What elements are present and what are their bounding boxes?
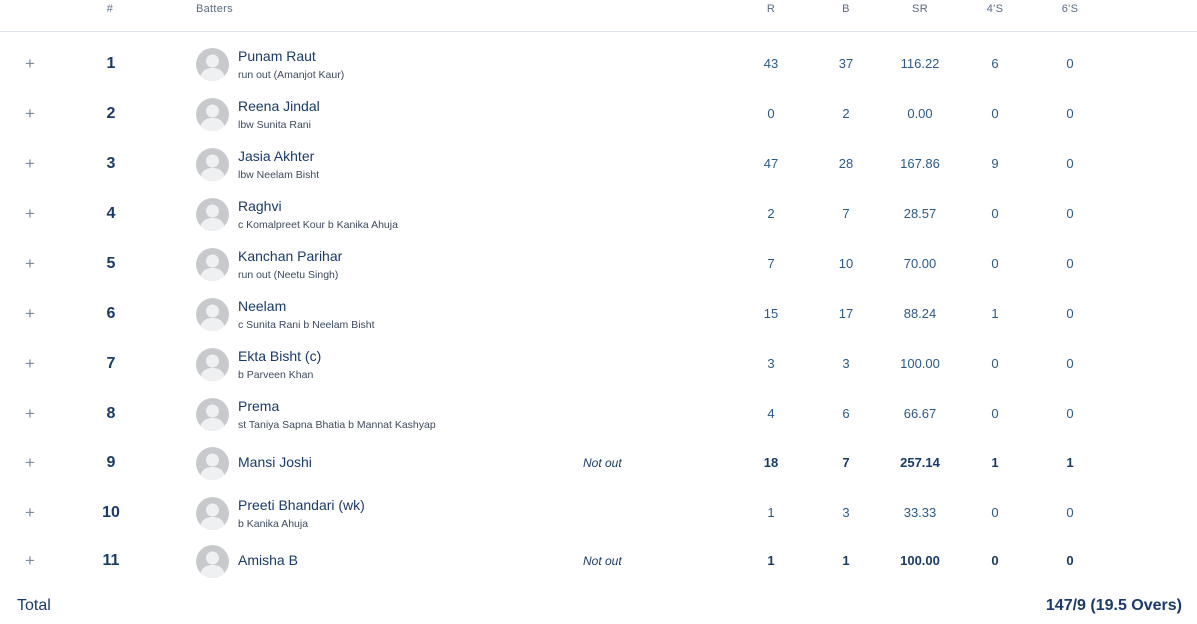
player-avatar-icon xyxy=(196,148,229,181)
batter-number: 10 xyxy=(102,504,120,521)
stat-fours: 9 xyxy=(991,156,999,171)
stat-fours: 6 xyxy=(991,56,999,71)
batter-name-link[interactable]: Ekta Bisht (c) xyxy=(238,348,322,364)
batter-name-link[interactable]: Reena Jindal xyxy=(238,98,320,114)
not-out-label: Not out xyxy=(583,456,622,470)
player-avatar-icon xyxy=(196,248,229,281)
player-avatar-icon xyxy=(196,497,229,530)
stat-strike-rate: 33.33 xyxy=(903,505,937,520)
dismissal-text: b Parveen Khan xyxy=(238,369,314,381)
header-sixes: 6'S xyxy=(1061,3,1079,15)
batter-name-link[interactable]: Preeti Bhandari (wk) xyxy=(238,497,365,513)
stat-strike-rate: 100.00 xyxy=(900,356,940,371)
header-batters: Batters xyxy=(196,3,233,15)
batter-row xyxy=(0,139,1197,189)
batter-name-link[interactable]: Amisha B xyxy=(238,552,298,568)
stat-balls: 28 xyxy=(838,156,854,171)
batter-number: 7 xyxy=(106,355,116,372)
stat-sixes: 0 xyxy=(1066,206,1074,221)
batter-number: 5 xyxy=(106,255,116,272)
total-label: Total xyxy=(17,597,51,614)
batter-row xyxy=(0,289,1197,339)
batter-row xyxy=(0,339,1197,389)
expand-row-plus-icon[interactable]: + xyxy=(25,503,35,522)
batter-number: 2 xyxy=(106,105,116,122)
stat-strike-rate: 100.00 xyxy=(900,553,940,568)
not-out-label: Not out xyxy=(583,554,622,568)
batter-name-link[interactable]: Raghvi xyxy=(238,198,282,214)
player-avatar-icon xyxy=(196,398,229,431)
stat-balls: 7 xyxy=(842,455,850,470)
batter-name-link[interactable]: Neelam xyxy=(238,298,287,314)
stat-runs: 43 xyxy=(763,56,779,71)
stat-sixes: 0 xyxy=(1066,505,1074,520)
batter-row xyxy=(0,389,1197,439)
dismissal-text: c Sunita Rani b Neelam Bisht xyxy=(238,319,375,331)
batter-row xyxy=(0,536,1197,586)
batter-number: 4 xyxy=(106,205,116,222)
expand-row-plus-icon[interactable]: + xyxy=(25,551,35,570)
expand-row-plus-icon[interactable]: + xyxy=(25,154,35,173)
batter-name-link[interactable]: Mansi Joshi xyxy=(238,454,312,470)
stat-runs: 0 xyxy=(767,106,775,121)
stat-strike-rate: 28.57 xyxy=(903,206,937,221)
expand-row-plus-icon[interactable]: + xyxy=(25,404,35,423)
stat-runs: 1 xyxy=(767,505,775,520)
total-score: 147/9 (19.5 Overs) xyxy=(1045,597,1182,614)
batter-number: 11 xyxy=(102,552,120,569)
stat-sixes: 0 xyxy=(1066,356,1074,371)
batter-number: 9 xyxy=(106,454,116,471)
stat-balls: 3 xyxy=(842,505,850,520)
dismissal-text: st Taniya Sapna Bhatia b Mannat Kashyap xyxy=(238,419,436,431)
dismissal-text: c Komalpreet Kour b Kanika Ahuja xyxy=(238,219,398,231)
stat-fours: 0 xyxy=(991,206,999,221)
stat-sixes: 0 xyxy=(1066,156,1074,171)
expand-row-plus-icon[interactable]: + xyxy=(25,304,35,323)
stat-sixes: 0 xyxy=(1066,256,1074,271)
stat-sixes: 0 xyxy=(1066,306,1074,321)
stat-strike-rate: 70.00 xyxy=(903,256,937,271)
stat-balls: 2 xyxy=(842,106,850,121)
player-avatar-icon xyxy=(196,298,229,331)
stat-balls: 6 xyxy=(842,406,850,421)
expand-row-plus-icon[interactable]: + xyxy=(25,254,35,273)
player-avatar-icon xyxy=(196,48,229,81)
stat-runs: 47 xyxy=(763,156,779,171)
batter-name-link[interactable]: Jasia Akhter xyxy=(238,148,315,164)
stat-fours: 0 xyxy=(991,553,999,568)
stat-balls: 10 xyxy=(838,256,854,271)
batter-number: 6 xyxy=(106,305,116,322)
stat-fours: 1 xyxy=(991,306,999,321)
stat-strike-rate: 257.14 xyxy=(900,455,940,470)
dismissal-text: lbw Sunita Rani xyxy=(238,119,311,131)
stat-strike-rate: 167.86 xyxy=(900,156,940,171)
stat-sixes: 0 xyxy=(1066,553,1074,568)
header-strike-rate: SR xyxy=(912,3,928,15)
stat-runs: 2 xyxy=(767,206,775,221)
scorecard-header xyxy=(0,0,1197,32)
player-avatar-icon xyxy=(196,198,229,231)
stat-fours: 1 xyxy=(991,455,999,470)
expand-row-plus-icon[interactable]: + xyxy=(25,354,35,373)
batter-row xyxy=(0,39,1197,89)
player-avatar-icon xyxy=(196,545,229,578)
expand-row-plus-icon[interactable]: + xyxy=(25,104,35,123)
stat-sixes: 0 xyxy=(1066,56,1074,71)
player-avatar-icon xyxy=(196,348,229,381)
header-number: # xyxy=(106,3,114,15)
stat-fours: 0 xyxy=(991,356,999,371)
expand-row-plus-icon[interactable]: + xyxy=(25,453,35,472)
batter-row xyxy=(0,189,1197,239)
stat-runs: 18 xyxy=(763,455,779,470)
stat-runs: 15 xyxy=(763,306,779,321)
stat-runs: 7 xyxy=(767,256,775,271)
stat-strike-rate: 88.24 xyxy=(903,306,937,321)
stat-fours: 0 xyxy=(991,106,999,121)
stat-runs: 1 xyxy=(767,553,775,568)
batter-row xyxy=(0,89,1197,139)
batter-number: 8 xyxy=(106,405,116,422)
dismissal-text: b Kanika Ahuja xyxy=(238,518,309,530)
dismissal-text: run out (Amanjot Kaur) xyxy=(238,69,345,81)
dismissal-text: run out (Neetu Singh) xyxy=(238,269,339,281)
header-runs: R xyxy=(766,3,776,15)
player-avatar-icon xyxy=(196,447,229,480)
stat-balls: 7 xyxy=(842,206,850,221)
header-fours: 4'S xyxy=(986,3,1004,15)
stat-sixes: 1 xyxy=(1066,455,1074,470)
expand-row-plus-icon[interactable]: + xyxy=(25,54,35,73)
player-avatar-icon xyxy=(196,98,229,131)
stat-sixes: 0 xyxy=(1066,406,1074,421)
expand-row-plus-icon[interactable]: + xyxy=(25,204,35,223)
stat-balls: 1 xyxy=(842,553,850,568)
stat-strike-rate: 0.00 xyxy=(907,106,933,121)
batter-row xyxy=(0,239,1197,289)
batter-name-link[interactable]: Prema xyxy=(238,398,280,414)
stat-runs: 3 xyxy=(767,356,775,371)
stat-fours: 0 xyxy=(991,406,999,421)
stat-strike-rate: 66.67 xyxy=(903,406,937,421)
stat-fours: 0 xyxy=(991,505,999,520)
stat-sixes: 0 xyxy=(1066,106,1074,121)
batter-row xyxy=(0,488,1197,538)
dismissal-text: lbw Neelam Bisht xyxy=(238,169,320,181)
batter-name-link[interactable]: Punam Raut xyxy=(238,48,316,64)
batter-number: 3 xyxy=(106,155,116,172)
stat-fours: 0 xyxy=(991,256,999,271)
batter-number: 1 xyxy=(106,55,116,72)
stat-runs: 4 xyxy=(767,406,775,421)
batter-row xyxy=(0,438,1197,488)
stat-balls: 37 xyxy=(838,56,854,71)
batter-name-link[interactable]: Kanchan Parihar xyxy=(238,248,343,264)
stat-balls: 17 xyxy=(838,306,854,321)
header-balls: B xyxy=(842,3,850,15)
stat-balls: 3 xyxy=(842,356,850,371)
stat-strike-rate: 116.22 xyxy=(900,56,940,71)
